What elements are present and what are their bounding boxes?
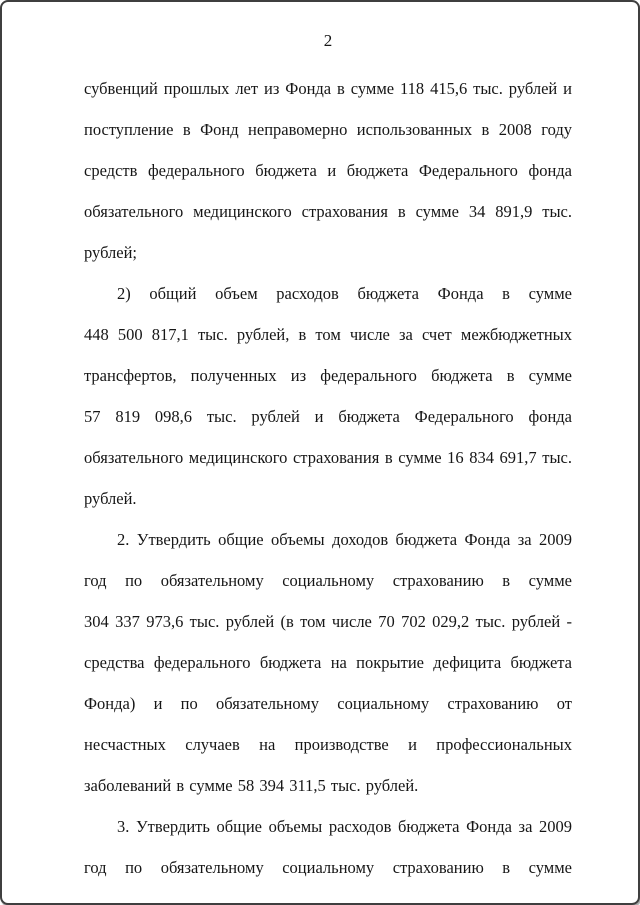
document-body	[84, 68, 572, 888]
paragraph: 2) общий объем расходов бюджета Фонда в сумме 448 500 817,1 тыс. рублей, в том числе за счет межбюджетных трансфертов, полученных из федерального бюджета в сумме 57 819 098,6 тыс. рублей и бюджета Федерального фонда обязательного медицинского страхования в сумме 16 834 691,7 тыс. рублей.	[84, 284, 572, 508]
paragraph: 2. Утвердить общие объемы доходов бюджета Фонда за 2009 год по обязательному социальному страхованию в сумме 304 337 973,6 тыс. рублей (в том числе 70 702 029,2 тыс. рублей - средства федерального бюджета на покрытие дефицита бюджета Фонда) и по обязательному социальному страхованию от несчастных случаев на производстве и профессиональных заболеваний в сумме 58 394 311,5 тыс. рублей.	[84, 530, 572, 795]
paragraph: 3. Утвердить общие объемы расходов бюджета Фонда за 2009 год по обязательному социальному страхованию в сумме	[84, 817, 572, 877]
page-number: 2	[323, 31, 333, 50]
paragraph: субвенций прошлых лет из Фонда в сумме 118 415,6 тыс. рублей и поступление в Фонд неправомерно использованных в 2008 году средств федерального бюджета и бюджета Федерального фонда обязательного медицинского страхования в сумме 34 891,9 тыс. рублей;	[84, 79, 572, 262]
